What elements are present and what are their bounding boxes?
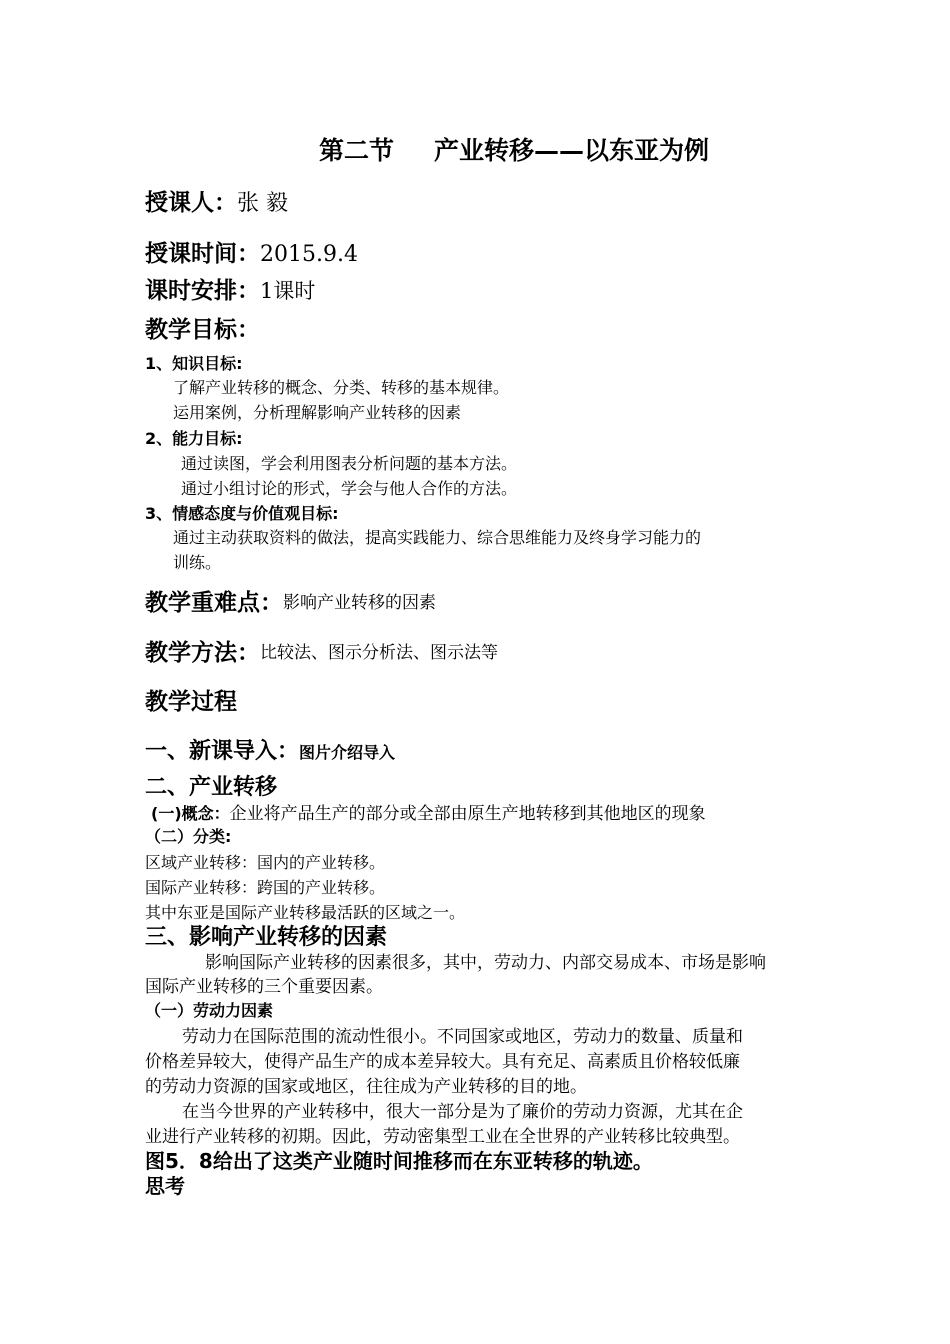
methods-value: 比较法、图示分析法、图示法等: [260, 643, 498, 663]
methods-label: 教学方法：: [145, 640, 260, 666]
teacher-line: [145, 184, 288, 217]
section1-line: [145, 734, 395, 765]
labor-para-line: 在当今世界的产业转移中，很大一部分是为了廉价的劳动力资源，尤其在企: [182, 1102, 743, 1122]
knowledge-label: 1、知识目标:: [145, 354, 243, 373]
knowledge-line: 运用案例，分析理解影响产业转移的因素: [173, 403, 462, 422]
section1-sub: 图片介绍导入: [299, 743, 396, 762]
labor-para-line: 价格差异较大，使得产品生产的成本差异较大。具有充足、高素质且价格较低廉: [145, 1052, 740, 1072]
ability-line: 通过读图，学会利用图表分析问题的基本方法。: [181, 454, 518, 473]
teacher-value: 张 毅: [237, 191, 288, 216]
objectives-heading: 教学目标：: [145, 317, 260, 343]
key-points-value: 影响产业转移的因素: [283, 593, 436, 613]
section3-heading: 三、影响产业转移的因素: [145, 925, 388, 950]
process-heading: 教学过程: [145, 689, 237, 715]
title-part1: 第二节: [319, 136, 395, 165]
section3-intro-line: 影响国际产业转移的因素很多，其中，劳动力、内部交易成本、市场是影响: [205, 953, 766, 973]
time-value: 2015.9.4: [260, 242, 358, 267]
concept-line: [151, 799, 706, 824]
classification-line: 国际产业转移：跨国的产业转移。: [145, 878, 386, 897]
labor-para-line: 的劳动力资源的国家或地区，往往成为产业转移的目的地。: [145, 1077, 587, 1097]
hours-label: 课时安排：: [145, 278, 260, 304]
title-part2: 产业转移——以东亚为例: [434, 136, 710, 165]
document-title: [319, 131, 709, 167]
classification-line: 其中东亚是国际产业转移最活跃的区域之一。: [145, 903, 466, 922]
figure-note: 图5．8给出了这类产业随时间推移而在东亚转移的轨迹。: [145, 1149, 653, 1173]
time-line: [145, 235, 358, 268]
labor-para-line: 劳动力在国际范围的流动性很小。不同国家或地区，劳动力的数量、质量和: [182, 1027, 743, 1047]
methods-line: [145, 634, 498, 667]
knowledge-line: 了解产业转移的概念、分类、转移的基本规律。: [173, 378, 510, 397]
labor-label: （一）劳动力因素: [145, 1001, 274, 1020]
labor-para-line: 业进行产业转移的初期。因此，劳动密集型工业在全世界的产业转移比较典型。: [145, 1127, 740, 1147]
concept-text: 企业将产品生产的部分或全部由原生产地转移到其他地区的现象: [229, 804, 706, 824]
hours-line: [145, 272, 315, 305]
ability-label: 2、能力目标:: [145, 429, 243, 448]
hours-value: 1课时: [260, 279, 316, 303]
section1-heading: 一、新课导入：: [145, 739, 300, 764]
classification-line: 区域产业转移：国内的产业转移。: [145, 853, 386, 872]
section3-intro-line: 国际产业转移的三个重要因素。: [145, 977, 383, 997]
classification-label: （二）分类:: [145, 827, 232, 846]
key-points-line: [145, 584, 436, 617]
emotion-line: 训练。: [173, 553, 222, 572]
key-points-label: 教学重难点：: [145, 590, 283, 616]
section2-heading: 二、产业转移: [145, 775, 278, 800]
emotion-line: 通过主动获取资料的做法，提高实践能力、综合思维能力及终身学习能力的: [173, 528, 702, 547]
think-heading: 思考: [145, 1174, 185, 1198]
ability-line: 通过小组讨论的形式，学会与他人合作的方法。: [181, 479, 518, 498]
time-label: 授课时间：: [145, 241, 260, 267]
emotion-label: 3、情感态度与价值观目标:: [145, 504, 339, 523]
concept-label: (一)概念：: [151, 804, 230, 823]
teacher-label: 授课人：: [145, 190, 237, 216]
